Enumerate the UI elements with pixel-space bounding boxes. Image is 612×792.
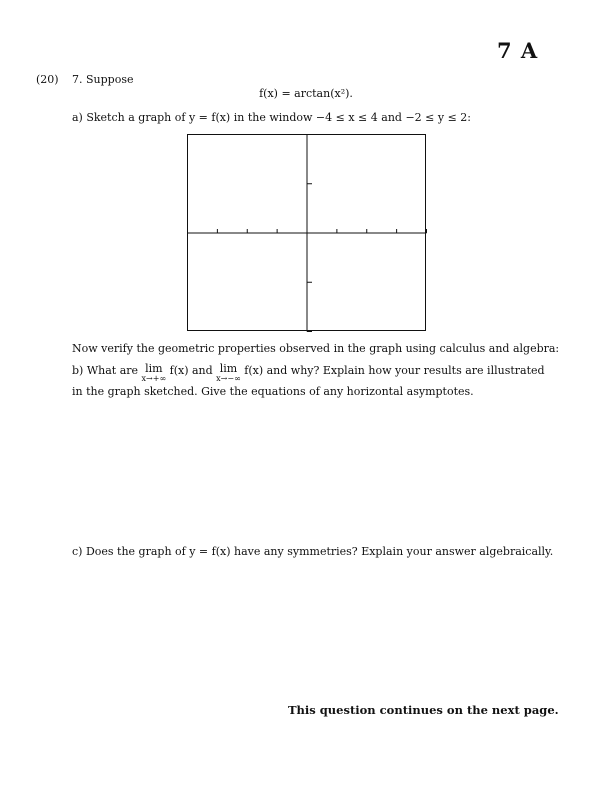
part-c-prompt: c) Does the graph of y = f(x) have any symmetries? Explain your answer algebraically. <box>72 545 554 558</box>
lim-sub-plus: x→+∞ <box>141 374 167 383</box>
limit-plus-infinity <box>142 363 167 383</box>
graph-window <box>187 134 427 332</box>
part-b-prompt <box>72 363 545 383</box>
question-intro: 7. Suppose <box>72 73 134 86</box>
lim-label: lim <box>145 362 163 375</box>
lim-sub-minus: x→−∞ <box>216 374 241 383</box>
limit-minus-infinity <box>216 363 241 383</box>
part-b-f1: f(x) and <box>166 364 217 377</box>
function-definition: f(x) = arctan(x²). <box>259 87 353 100</box>
page-label: 7 A <box>497 38 539 63</box>
part-a-prompt: a) Sketch a graph of y = f(x) in the window −4 ≤ x ≤ 4 and −2 ≤ y ≤ 2: <box>72 111 471 124</box>
part-b-line2: in the graph sketched. Give the equations of any horizontal asymptotes. <box>72 385 474 398</box>
continues-note: This question continues on the next page. <box>288 703 559 717</box>
lim-label: lim <box>219 362 238 375</box>
graph-axes <box>188 135 427 332</box>
part-b-f2: f(x) and why? Explain how your results are illustrated <box>240 364 545 377</box>
verify-instruction: Now verify the geometric properties observed in the graph using calculus and algebra: <box>72 342 560 355</box>
question-points: (20) <box>36 73 59 86</box>
part-b-prefix: b) What are <box>72 364 142 377</box>
